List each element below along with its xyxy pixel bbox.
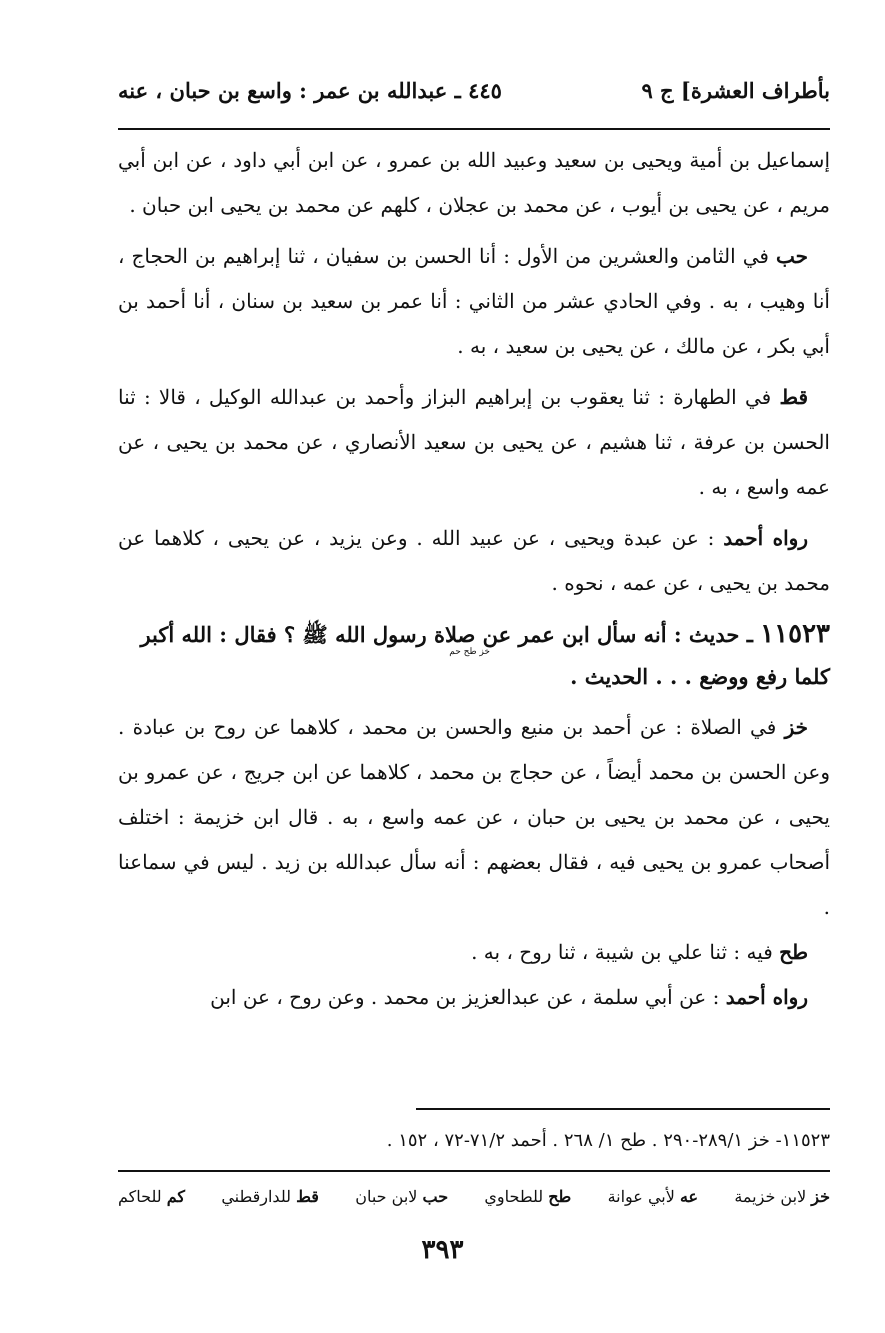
paragraph: إسماعيل بن أمية ويحيى بن سعيد وعبيد الله بن عمرو ، عن ابن أبي داود ، عن ابن أبي مريم ، عن يحيى بن أيوب ، عن محمد بن عجلان ، كلهم عن محمد بن يحيى ابن حبان . (118, 148, 830, 217)
source-symbol: قط (779, 385, 808, 409)
paragraph: قط في الطهارة : ثنا يعقوب بن إبراهيم البزاز وأحمد بن عبدالله الوكيل ، قالا : ثنا الحسن بن عرفة ، ثنا هشيم ، عن يحيى بن سعيد الأنصاري ، عن محمد بن يحيى ، عن عمه واسع ، به . (118, 385, 830, 499)
source-symbol: حب (775, 244, 808, 268)
paragraph: رواه أحمد : عن عبدة ويحيى ، عن عبيد الله . وعن يزيد ، عن يحيى ، كلاهما عن محمد بن يحيى ، عن عمه ، نحوه . (118, 526, 830, 595)
legend-item: قط للدارقطني (221, 1187, 319, 1206)
main-text (118, 138, 830, 1020)
footnote: ١١٥٢٣- خز ٢٨٩/١-٢٩٠ . طح ١/ ٢٦٨ . أحمد ٧١/٢-٧٢ ، ١٥٢ . (386, 1130, 830, 1151)
paragraph: حب في الثامن والعشرين من الأول : أنا الحسن بن سفيان ، ثنا إبراهيم بن الحجاج ، أنا وهيب ، به . وفي الحادي عشر من الثاني : أنا عمر بن سعيد بن سنان ، أنا أحمد بن أبي بكر ، عن مالك ، عن يحيى بن سعيد ، به . (118, 244, 830, 358)
abbreviation-legend (118, 1182, 830, 1212)
legend-item: خز لابن خزيمة (734, 1187, 830, 1206)
hadith-heading (118, 612, 830, 699)
legend-item: طح للطحاوي (484, 1187, 572, 1206)
hadith-text-line1: ـ حديث : أنه سأل ابن عمر عن صلاة رسول الله ﷺ ؟ فقال : الله أكبر (140, 622, 761, 647)
header-rule (118, 128, 830, 130)
hadith-text-line2: كلما رفع ووضع . . . الحديث . (570, 664, 830, 689)
legend-rule (118, 1170, 830, 1172)
running-header (118, 78, 830, 118)
footnote-rule (416, 1108, 830, 1110)
source-symbol: طح (779, 940, 808, 964)
source-symbol: رواه أحمد (723, 526, 808, 550)
legend-item: كم للحاكم (118, 1187, 186, 1206)
hadith-number: ١١٥٢٣ (760, 619, 830, 649)
legend-item: عه لأبي عوانة (607, 1187, 699, 1206)
source-symbol: خز (784, 715, 808, 739)
page-number: ٣٩٣ (421, 1235, 464, 1265)
header-left-title: ٤٤٥ ـ عبدالله بن عمر : واسع بن حبان ، عنه (118, 78, 502, 103)
paragraph: طح فيه : ثنا علي بن شيبة ، ثنا روح ، به . (471, 940, 808, 964)
hadith-source-symbols: خز طح حم (449, 647, 490, 657)
paragraph: خز في الصلاة : عن أحمد بن منيع والحسن بن محمد ، كلاهما عن روح بن عبادة . وعن الحسن بن محمد أيضاً ، عن حجاج بن محمد ، كلاهما عن ابن جريج ، عن عمرو بن يحيى ، عن محمد بن يحيى بن حبان ، عن عمه واسع ، به . قال ابن خزيمة : اختلف أصحاب عمرو بن يحيى فيه ، فقال بعضهم : أنه سأل عبدالله بن زيد . ليس في سماعنا . (118, 715, 831, 919)
legend-item: حب لابن حبان (355, 1187, 449, 1206)
source-symbol: رواه أحمد (725, 985, 808, 1009)
paragraph: رواه أحمد : عن أبي سلمة ، عن عبدالعزيز بن محمد . وعن روح ، عن ابن (210, 985, 808, 1009)
header-right-title: بأطراف العشرة] ج ٩ (641, 78, 830, 103)
